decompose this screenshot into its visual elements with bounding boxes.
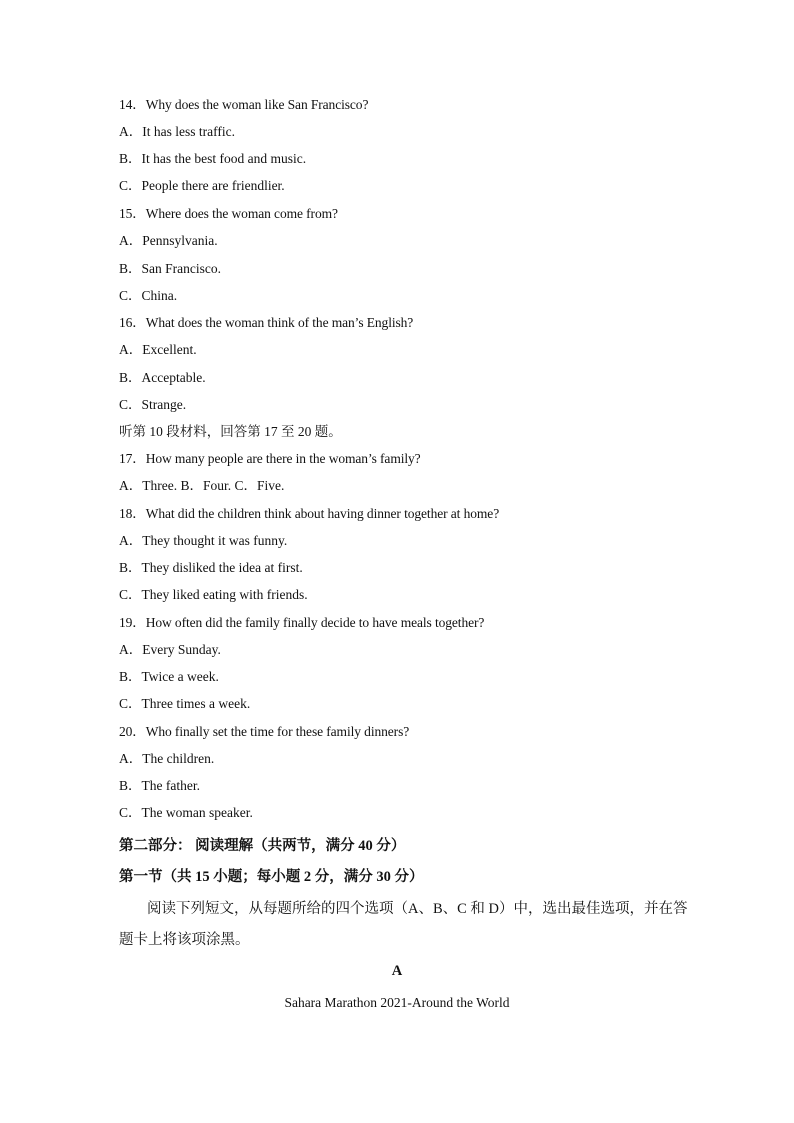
question-20: 20．Who finally set the time for these family dinners? xyxy=(119,724,410,739)
q18-option-c: C．They liked eating with friends. xyxy=(119,587,308,602)
instruction-line-1: 阅读下列短文，从每题所给的四个选项（A、B、C 和 D）中，选出最佳选项，并在答 xyxy=(147,901,688,917)
q16-option-c: C．Strange. xyxy=(119,397,187,412)
q16-option-b: B．Acceptable. xyxy=(119,370,206,385)
question-16: 16．What does the woman think of the man’s English? xyxy=(119,315,414,330)
q14-option-b: B．It has the best food and music. xyxy=(119,151,307,166)
question-14: 14．Why does the woman like San Francisco? xyxy=(119,97,369,112)
q19-option-c: C．Three times a week. xyxy=(119,696,251,711)
instruction-line-2: 题卡上将该项涂黑。 xyxy=(119,932,250,948)
passage-label: A xyxy=(391,963,403,979)
question-17: 17．How many people are there in the woman’s family? xyxy=(119,451,421,466)
q20-option-c: C．The woman speaker. xyxy=(119,805,253,820)
q19-option-a: A．Every Sunday. xyxy=(119,642,221,657)
passage-title: Sahara Marathon 2021-Around the World xyxy=(284,995,510,1010)
q19-option-b: B．Twice a week. xyxy=(119,669,219,684)
q18-option-a: A．They thought it was funny. xyxy=(119,533,288,548)
q14-option-a: A．It has less traffic. xyxy=(119,124,235,139)
q20-option-a: A．The children. xyxy=(119,751,215,766)
question-15: 15．Where does the woman come from? xyxy=(119,206,338,221)
question-19: 19．How often did the family finally decide to have meals together? xyxy=(119,615,485,630)
q15-option-b: B．San Francisco. xyxy=(119,261,221,276)
part-heading: 第二部分： 阅读理解（共两节，满分 40 分） xyxy=(119,838,406,854)
q17-options: A．Three. B．Four. C．Five. xyxy=(119,478,285,493)
q15-option-a: A．Pennsylvania. xyxy=(119,233,218,248)
q18-option-b: B．They disliked the idea at first. xyxy=(119,560,303,575)
subsection-heading: 第一节（共 15 小题；每小题 2 分，满分 30 分） xyxy=(119,869,424,885)
question-18: 18．What did the children think about having dinner together at home? xyxy=(119,506,500,521)
q20-option-b: B．The father. xyxy=(119,778,200,793)
q14-option-c: C．People there are friendlier. xyxy=(119,178,285,193)
listening-instruction: 听第 10 段材料，回答第 17 至 20 题。 xyxy=(119,424,342,439)
q15-option-c: C．China. xyxy=(119,288,178,303)
q16-option-a: A．Excellent. xyxy=(119,342,197,357)
